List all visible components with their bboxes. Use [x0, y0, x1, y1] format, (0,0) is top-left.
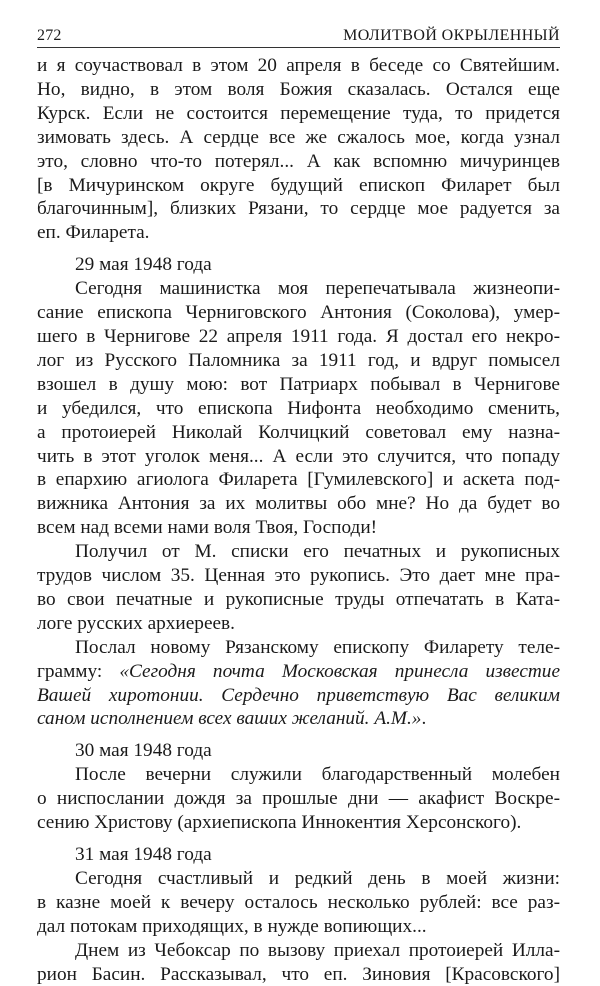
text-line: чить в этот уголок меня... А если это случится, что попаду — [37, 445, 560, 467]
text-line: рион Басин. Рассказывал, что еп. Зиновия [Красовского] — [37, 963, 560, 985]
text-line: Послал новому Рязанскому епископу Филарету теле- — [75, 636, 560, 658]
text-line: о ниспослании дождя за прошлые дни — акафист Воскре- — [37, 788, 560, 810]
text-line: Днем из Чебоксар по вызову приехал протоиерей Илла- — [75, 939, 560, 961]
text-line: и я соучаствовал в этом 20 апреля в беседе со Святейшим. — [37, 55, 560, 76]
text-line: дал потокам приходящих, в нужде вопиющих... — [37, 915, 427, 937]
diary-date-heading: 31 мая 1948 года — [75, 844, 212, 865]
text-line: в епархию агиолога Филарета [Гумилевского] и аскета под- — [37, 469, 560, 491]
text-line: всем над всеми нами воля Твоя, Господи! — [37, 517, 378, 539]
text-line: Получил от М. списки его печатных и рукописных — [75, 541, 560, 563]
text-line: и убедился, что епископа Нифонта необходимо сменить, — [37, 397, 560, 419]
body-text — [37, 54, 560, 986]
text-line: а протоиерей Николай Колчицкий советовал ему назна- — [37, 421, 560, 443]
text-line: трудов числом 35. Ценная это рукопись. Это дает мне пра- — [37, 565, 560, 587]
running-head — [37, 22, 560, 46]
text-line: После вечерни служили благодарственный молебен — [75, 764, 560, 786]
text-line: сению Христову (архиепископа Иннокентия Херсонского). — [37, 812, 522, 834]
header-rule — [37, 47, 560, 48]
text-line: логе русских архиереев. — [37, 612, 235, 634]
text-line — [37, 684, 560, 708]
telegram-quote: саном исполнением всех ваших желаний. А.М.» — [37, 708, 422, 730]
text-line: [в Мичуринском округе будущий епископ Филарет был — [37, 174, 560, 196]
running-head-title: МОЛИТВОЙ ОКРЫЛЕННЫЙ — [343, 27, 560, 44]
text-line: Сегодня машинистка моя перепечатывала жизнеопи- — [75, 278, 560, 300]
text-line: сание епископа Черниговского Антония (Соколова), умер- — [37, 302, 560, 324]
paragraph — [37, 540, 560, 636]
text-line: в казне моей к вечеру осталось несколько рублей: все раз- — [37, 891, 560, 913]
text-line: во свои печатные и рукописные труды отпечатать в Ката- — [37, 588, 560, 610]
paragraph — [37, 277, 560, 540]
text-line: вижника Антония за их молитвы обо мне? Но да будет во — [37, 493, 560, 515]
text-line — [37, 707, 560, 731]
text-line — [37, 660, 560, 684]
paragraph — [37, 763, 560, 835]
paragraph-continued — [37, 54, 560, 245]
text-line: зимовать здесь. А сердце все же сжалось мое, когда узнал — [37, 126, 560, 148]
text-line: лог из Русского Паломника за 1911 год, и вдруг помысел — [37, 349, 560, 371]
text-line: Сегодня счастливый и редкий день в моей жизни: — [75, 867, 560, 889]
diary-date-heading: 30 мая 1948 года — [75, 740, 212, 762]
diary-date-heading: 29 мая 1948 года — [75, 254, 212, 276]
telegram-quote: Вашей хиротонии. Сердечно приветствую Вас великим — [37, 684, 560, 706]
paragraph — [37, 867, 560, 939]
paragraph-telegram — [37, 636, 560, 732]
text-plain: грамму: — [37, 660, 120, 682]
text-line: это, словно что-то потерял... А как вспомню мичуринцев — [37, 150, 560, 172]
paragraph — [37, 939, 560, 986]
text-line: Курск. Если не состоится перемещение туда, то придется — [37, 102, 560, 124]
text-line: еп. Филарета. — [37, 222, 150, 244]
text-line: взошел в душу мою: вот Патриарх побывал в Чернигове — [37, 373, 560, 395]
telegram-quote: «Сегодня почта Московская принесла известие — [119, 660, 561, 682]
text-line: благочинным], близких Рязани, то сердце мое радуется за — [37, 198, 560, 220]
text-line: шего в Чернигове 22 апреля 1911 года. Я достал его некро- — [37, 325, 560, 347]
text-line: Но, видно, в этом воля Божия сказалась. Остался еще — [37, 78, 560, 100]
text-plain: . — [421, 708, 427, 730]
page-number: 272 — [37, 27, 62, 44]
